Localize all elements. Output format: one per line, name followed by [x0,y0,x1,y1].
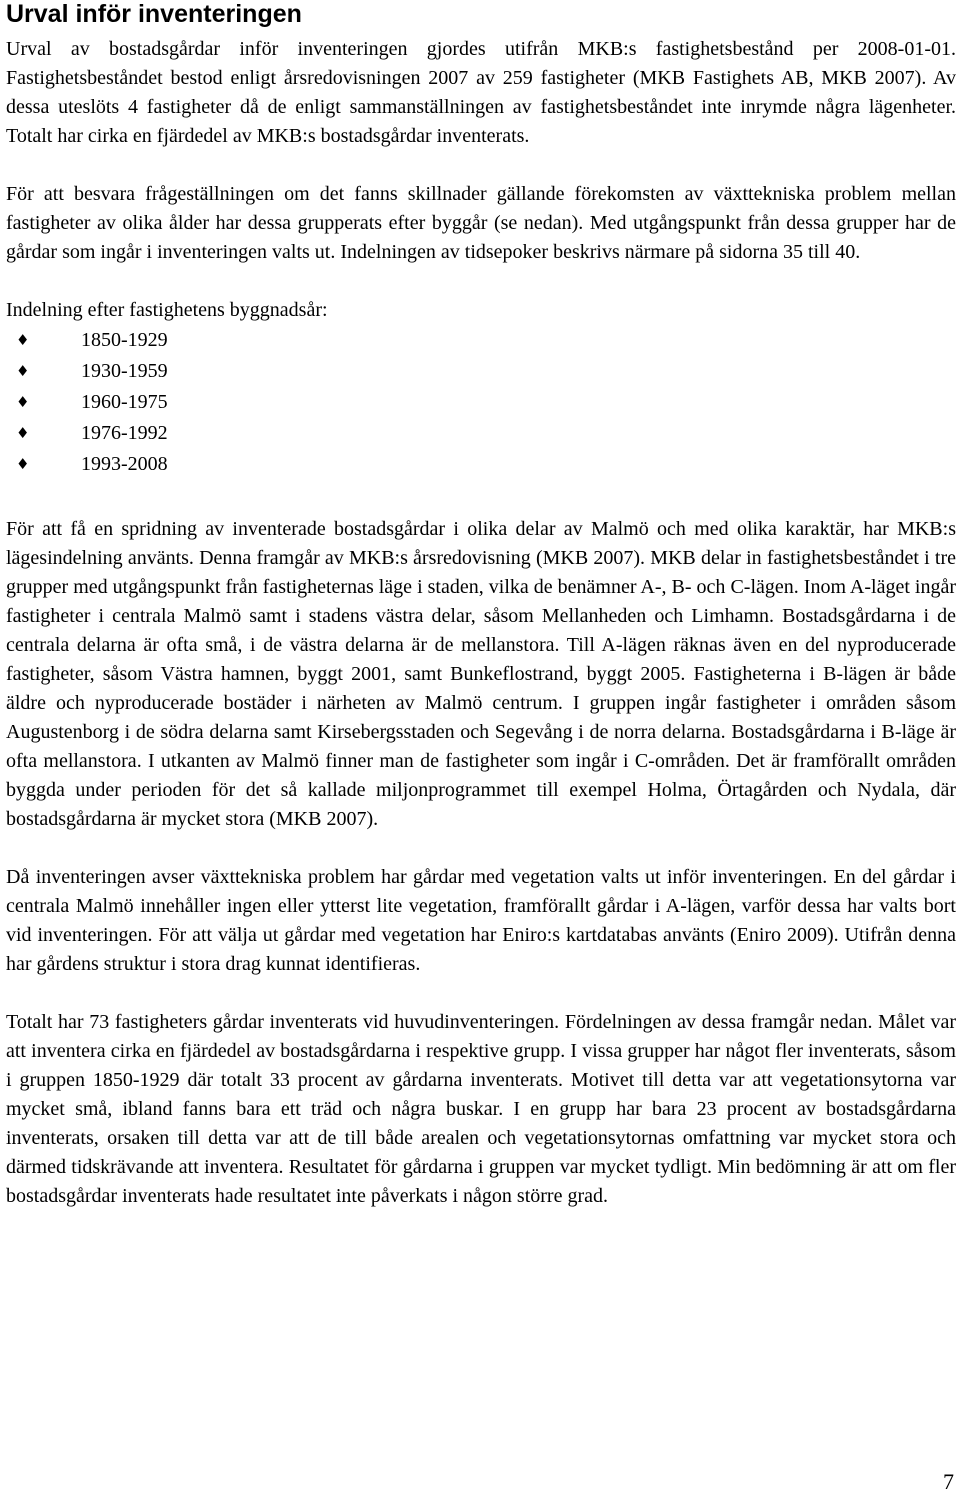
list-item [6,356,956,387]
diamond-bullet-icon: ♦ [16,331,30,349]
paragraph-inventory-total: Totalt har 73 fastigheters gårdar inventerats vid huvudinventeringen. Fördelningen av dessa framgår nedan. Målet var att inventera cirka en fjärdedel av bostadsgårdarna i respektive grupp. I vissa grupper har något fler inventerats, såsom i gruppen 1850-1929 där totalt 33 procent av gårdarna inventerats. Motivet till detta var att vegetationsytorna var mycket små, ibland fanns bara ett träd och några buskar. I en grupp har bara 23 procent av bostadsgårdarna inventerats, orsaken till detta var att de till både arealen och vegetationsytornas omfattning var mycket stora och därmed tidskrävande att inventera. Resultatet för gårdarna i gruppen var mycket tydligt. Min bedömning är att om fler bostadsgårdar inventerats hade resultatet inte påverkats i någon större grad. [6,1011,956,1207]
section-heading: Urval inför inventeringen [6,0,302,28]
period-list [6,325,956,480]
diamond-bullet-icon: ♦ [16,393,30,411]
list-item [6,418,956,449]
list-item [6,449,956,480]
list-item [6,387,956,418]
paragraph-location-classes: För att få en spridning av inventerade bostadsgårdar i olika delar av Malmö och med olika karaktär, har MKB:s lägesindelning använts. Denna framgår av MKB:s årsredovisning (MKB 2007). MKB delar in fastighetsbeståndet i tre grupper med utgångspunkt från fastigheternas läge i staden, vilka de benämner A-, B- och C-lägen. Inom A-läget ingår fastigheter i centrala Malmö samt i stadens västra delar, såsom Mellanheden och Limhamn. Bostadsgårdarna i de centrala delarna är ofta små, i de västra delarna är de mellanstora. Till A-lägen räknas även en del nyproducerade fastigheter, såsom Västra hamnen, byggt 2001, samt Bunkeflostrand, byggt 2005. Fastigheterna i B-lägen är både äldre och nyproducerade bostäder i närheten av Malmö centrum. I gruppen ingår fastigheter i områden såsom Augustenborg i de södra delarna samt Kirsebergsstaden och Segevång i de norra delarna. Bostadsgårdarna i B-läge är ofta mellanstora. I utkanten av Malmö finner man de fastigheter som ingår i C-områden. Det är framförallt områden byggda under perioden för det så kallade miljonprogrammet till exempel Holma, Örtagården och Nydala, där bostadsgårdarna är mycket stora (MKB 2007). [6,518,956,830]
period-label: 1976-1992 [81,422,168,444]
period-label: 1850-1929 [81,329,168,351]
paragraph-vegetation-selection: Då inventeringen avser växttekniska problem har gårdar med vegetation valts ut inför inventeringen. En del gårdar i centrala Malmö innehåller ingen eller ytterst lite vegetation, framförallt gårdar i A-lägen, varför dessa har valts bort vid inventeringen. För att välja ut gårdar med vegetation har Eniro:s kartdatabas använts (Eniro 2009). Utifrån denna har gårdens struktur i stora drag kunnat identifieras. [6,866,956,975]
diamond-bullet-icon: ♦ [16,362,30,380]
list-item [6,325,956,356]
paragraph-age-grouping: För att besvara frågeställningen om det fanns skillnader gällande förekomsten av växttekniska problem mellan fastigheter av olika ålder har dessa grupperats efter byggår (se nedan). Med utgångspunkt från dessa grupper har de gårdar som ingår i inventeringen valts ut. Indelningen av tidsepoker beskrivs närmare på sidorna 35 till 40. [6,183,956,263]
period-label: 1930-1959 [81,360,168,382]
paragraph-selection-basis: Urval av bostadsgårdar inför inventeringen gjordes utifrån MKB:s fastighetsbestånd per 2008-01-01. Fastighetsbeståndet bestod enligt årsredovisningen 2007 av 259 fastigheter (MKB Fastighets AB, MKB 2007). Av dessa uteslöts 4 fastigheter då de enligt sammanställningen av fastighetsbeståndet inte inrymde några lägenheter. Totalt har cirka en fjärdedel av MKB:s bostadsgårdar inventerats. [6,38,956,147]
period-label: 1993-2008 [81,453,168,475]
document-page [6,0,956,1211]
period-label: 1960-1975 [81,391,168,413]
diamond-bullet-icon: ♦ [16,455,30,473]
page-number: 7 [943,1469,954,1494]
list-intro: Indelning efter fastighetens byggnadsår: [6,299,328,321]
diamond-bullet-icon: ♦ [16,424,30,442]
